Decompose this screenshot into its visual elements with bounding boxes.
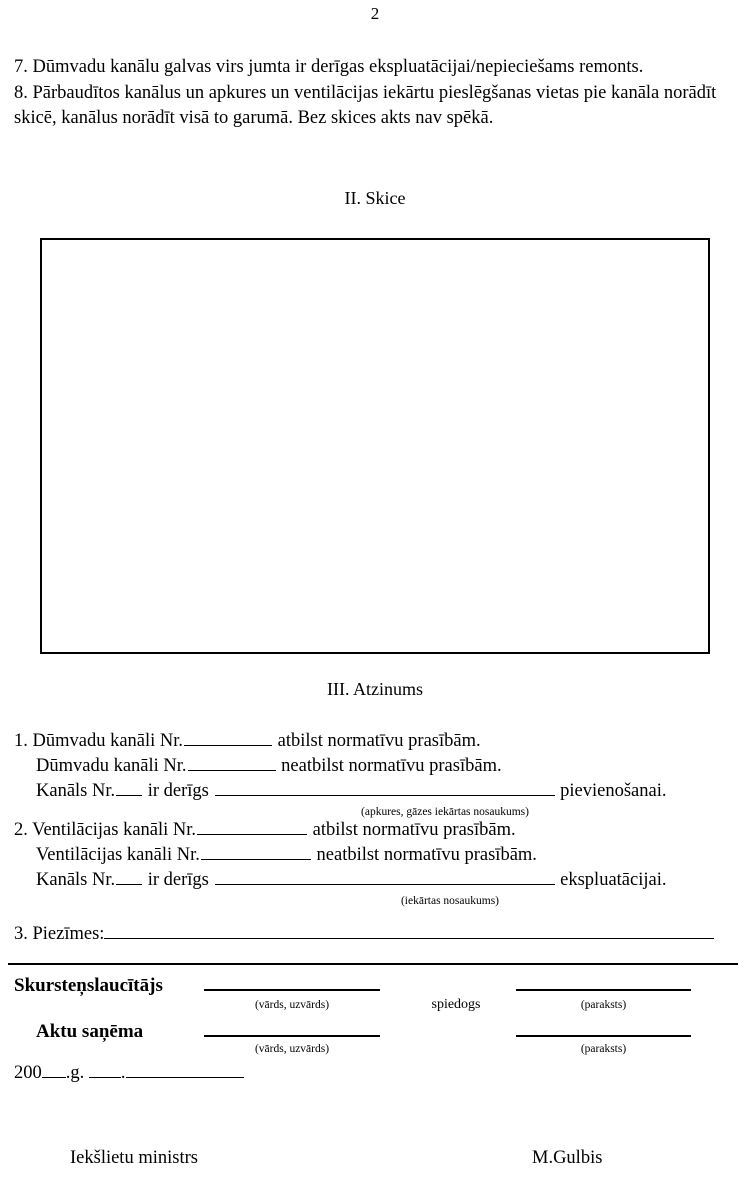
atz-item2-line1-after: atbilst normatīvu prasībām.: [308, 820, 516, 840]
atz-item1-line2-before: Dūmvadu kanāli Nr.: [36, 756, 187, 776]
atz-item2-line3: [14, 869, 736, 894]
atz-item1-line3-before: Kanāls Nr.: [36, 781, 116, 801]
chimney-sweep-signature-caption: (paraksts): [580, 999, 627, 1011]
chimney-sweep-signature-input[interactable]: [516, 972, 691, 991]
atz-item3-notes: [14, 922, 736, 945]
page-number: 2: [370, 4, 380, 23]
atz-item2-caption: (iekārtas nosaukums): [400, 895, 500, 907]
atz-item2-line2: [14, 844, 736, 869]
chimney-sweep-name-input[interactable]: [204, 972, 380, 991]
date-year-suffix: .g.: [65, 1063, 89, 1083]
paragraph-item-8: 8. Pārbaudītos kanālus un apkures un ventilācijas iekārtu pieslēgšanas vietas pie kanāla norādīt skicē, kanālus norādīt visā to garumā. Bez skices akts nav spēkā.: [14, 83, 717, 128]
atzinums-block: [14, 730, 736, 908]
atz-item2-equipment-input[interactable]: [215, 869, 555, 885]
section-heading-atzinums: III. Atzinums: [327, 679, 423, 699]
stamp-label: spiedogs: [431, 997, 481, 1012]
atz-item2-line2-input[interactable]: [201, 844, 311, 860]
chimney-sweep-label: Skursteņslaucītājs: [14, 975, 163, 996]
received-by-name-caption: (vārds, uzvārds): [254, 1043, 330, 1055]
atz-item2-channel-input[interactable]: [116, 869, 142, 885]
atz-item2-line1: [14, 819, 736, 844]
minister-title: Iekšlietu ministrs: [70, 1148, 198, 1168]
atz-item2-line3-after: ekspluatācijai.: [555, 870, 667, 890]
atz-item2-line2-after: neatbilst normatīvu prasībām.: [311, 845, 537, 865]
signature-captions-received-by: [14, 1043, 744, 1055]
date-day-suffix: .: [120, 1063, 126, 1083]
minister-name: M.Gulbis: [532, 1148, 603, 1168]
atz-item1-line1-before: 1. Dūmvadu kanāli Nr.: [14, 731, 184, 751]
atz-item1-line1-input[interactable]: [184, 730, 272, 746]
date-year-prefix: 200: [14, 1063, 42, 1083]
paragraph-item-7: 7. Dūmvadu kanālu galvas virs jumta ir derīgas ekspluatācijai/nepieciešams remonts.: [14, 57, 644, 77]
chimney-sweep-name-caption: (vārds, uzvārds): [254, 999, 330, 1011]
atz-item3-label: 3. Piezīmes:: [14, 924, 105, 944]
signature-captions-chimney-sweep: [14, 997, 744, 1013]
date-month-input[interactable]: [126, 1062, 244, 1078]
received-by-signature-input[interactable]: [516, 1018, 691, 1037]
atz-item1-line3-after: pievienošanai.: [555, 781, 667, 801]
atz-item2-line2-before: Ventilācijas kanāli Nr.: [36, 845, 200, 865]
atz-item2-line1-before: 2. Ventilācijas kanāli Nr.: [14, 820, 197, 840]
received-by-name-input[interactable]: [204, 1018, 380, 1037]
signature-row-received-by: [14, 1018, 744, 1043]
received-by-signature-caption: (paraksts): [580, 1043, 627, 1055]
received-by-label: Aktu saņēma: [36, 1021, 144, 1042]
date-line: [14, 1062, 244, 1084]
date-year-input[interactable]: [42, 1062, 66, 1078]
atz-item1-line2-after: neatbilst normatīvu prasībām.: [276, 756, 502, 776]
atz-item1-line1: [14, 730, 736, 755]
atz-item1-equipment-input[interactable]: [215, 780, 555, 796]
atz-item1-line1-after: atbilst normatīvu prasībām.: [273, 731, 481, 751]
atz-item1-line3-mid: ir derīgs: [143, 781, 214, 801]
date-day-input[interactable]: [89, 1062, 121, 1078]
atz-item2-line1-input[interactable]: [197, 819, 307, 835]
section-heading-skice: II. Skice: [344, 188, 406, 208]
signature-row-chimney-sweep: [14, 972, 744, 997]
atz-item1-channel-input[interactable]: [116, 780, 142, 796]
atz-item2-line3-before: Kanāls Nr.: [36, 870, 116, 890]
intro-paragraphs: [14, 55, 720, 131]
atz-item1-line3: [14, 780, 736, 805]
atz-item3-notes-input[interactable]: [104, 922, 714, 939]
atz-item1-caption: (apkures, gāzes iekārtas nosaukums): [361, 806, 529, 818]
signature-section-divider: [8, 963, 738, 965]
atz-item1-line2-input[interactable]: [188, 755, 276, 771]
sketch-drawing-area[interactable]: [40, 238, 710, 654]
atz-item1-line2: [14, 755, 736, 780]
atz-item2-line3-mid: ir derīgs: [143, 870, 214, 890]
